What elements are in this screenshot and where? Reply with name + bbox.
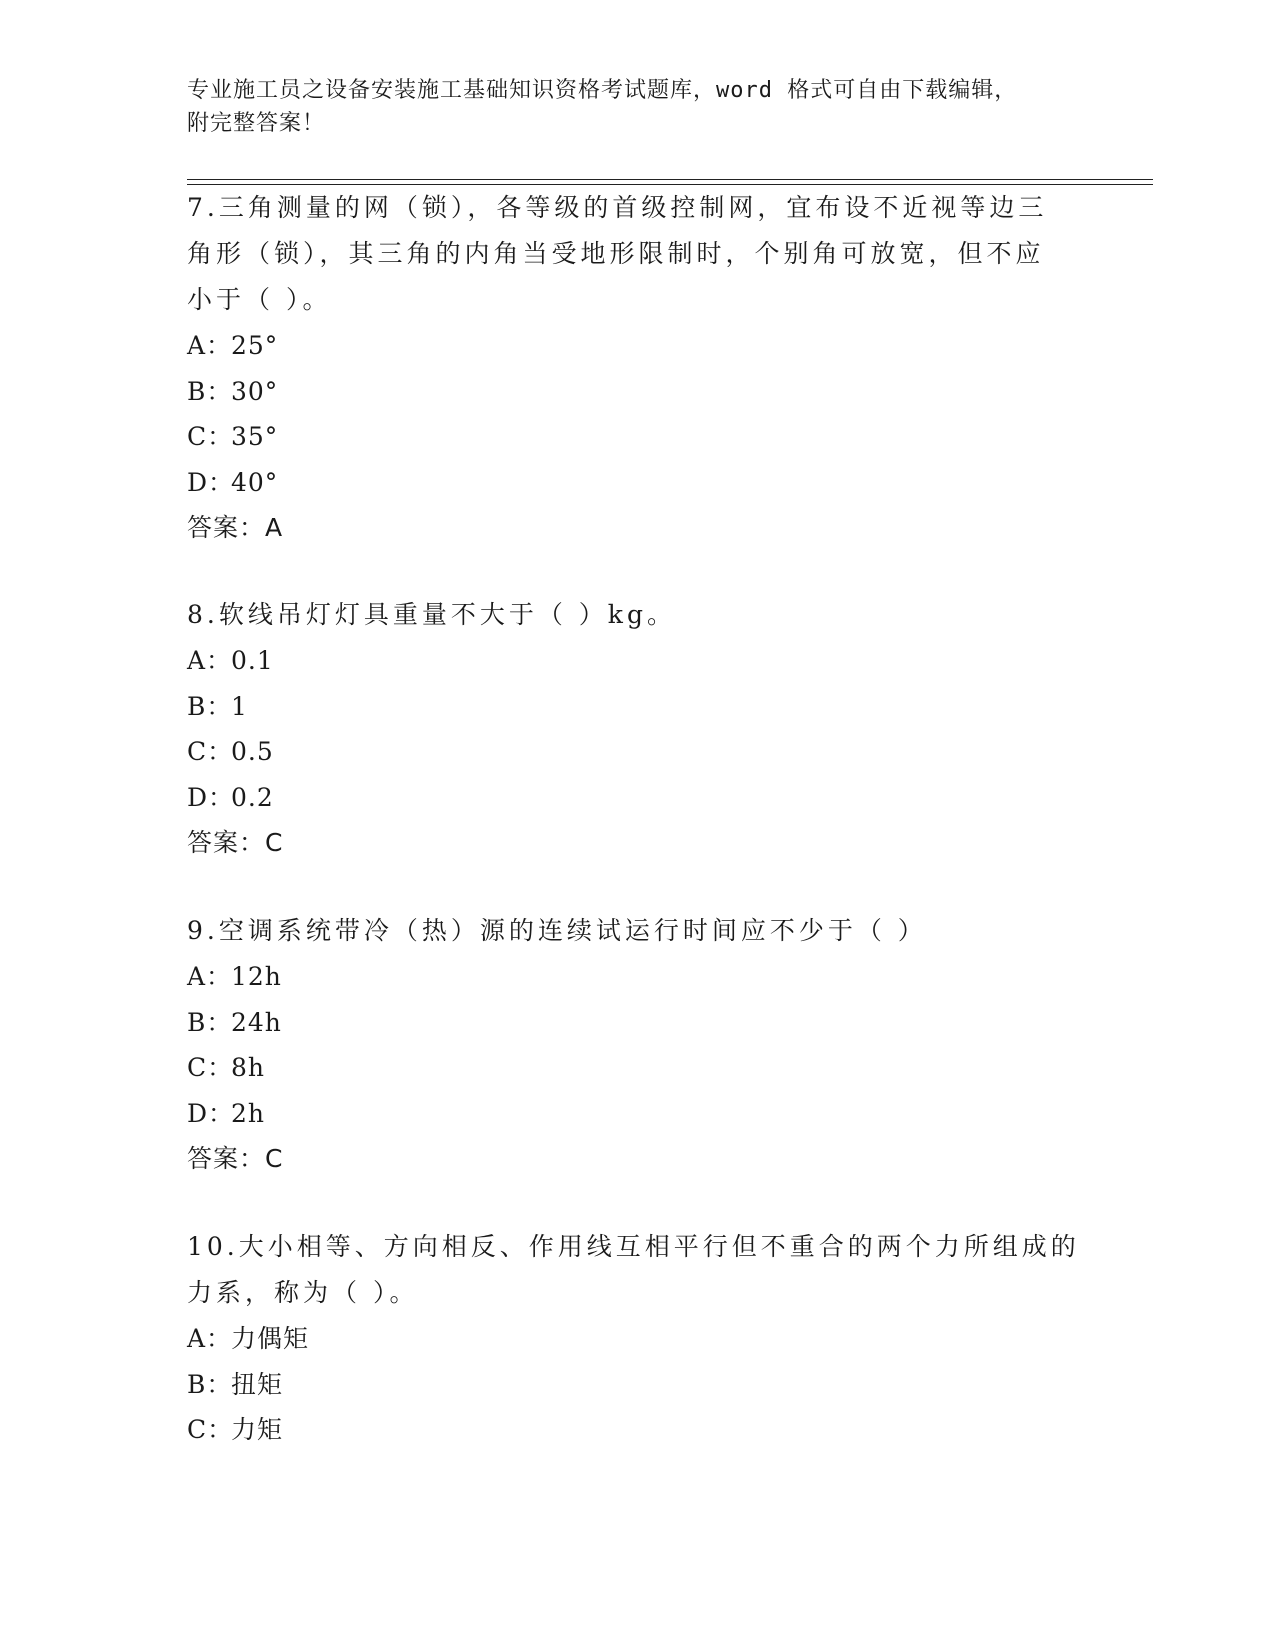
option-text: 0.1 [231,646,274,675]
question-stem-line: 8.软线吊灯灯具重量不大于（ ）kg。 [187,600,676,629]
option-a [187,954,1087,1000]
option-label: D： [187,1098,235,1128]
option-a [187,1316,1087,1362]
question-stem-line: 角形（锁），其三角的内角当受地形限制时，个别角可放宽，但不应 [187,239,1045,268]
option-text: 力矩 [231,1415,284,1444]
option-label: B： [187,376,233,406]
answer-line: 答案：A [187,513,284,542]
option-b [187,369,1087,415]
option-d [187,1091,1087,1137]
option-label: B： [187,1007,233,1037]
option-label: B： [187,691,233,721]
option-b [187,684,1087,730]
option-label: C： [187,1053,234,1082]
option-label: D： [187,467,235,497]
option-text: 12h [231,962,282,991]
header-divider-top [187,179,1153,180]
option-a [187,323,1087,369]
option-text: 35° [231,422,279,451]
option-b [187,1362,1087,1408]
answer-line: 答案：C [187,1144,284,1173]
option-a [187,638,1087,684]
option-b [187,1000,1087,1046]
option-label: A： [187,646,233,675]
option-text: 0.5 [231,737,274,766]
option-text: 24h [231,1007,282,1037]
question-stem-line: 9.空调系统带冷（热）源的连续试运行时间应不少于（ ） [187,916,927,945]
option-label: C： [187,422,234,451]
option-c [187,729,1087,775]
option-text: 30° [231,376,279,406]
question-stem-line: 小于（ ）。 [187,285,332,314]
option-label: C： [187,737,234,766]
option-label: B： [187,1369,233,1399]
question-stem-line: 10.大小相等、方向相反、作用线互相平行但不重合的两个力所组成的 [187,1232,1080,1261]
question-stem-line: 7.三角测量的网（锁），各等级的首级控制网，宜布设不近视等边三 [187,193,1048,222]
option-label: A： [187,1324,233,1353]
option-label: C： [187,1415,234,1444]
option-text: 8h [231,1053,266,1082]
option-text: 1 [231,691,248,721]
option-label: D： [187,782,235,812]
option-text: 25° [231,331,279,360]
option-d [187,775,1087,821]
header-line-2: 附完整答案！ [187,111,326,136]
option-c [187,1407,1087,1453]
option-d [187,460,1087,506]
header-line-1: 专业施工员之设备安装施工基础知识资格考试题库，word 格式可自由下载编辑， [187,78,1018,103]
option-text: 2h [231,1098,266,1128]
option-text: 0.2 [231,782,274,812]
document-header [187,74,1087,140]
question-7 [187,185,1087,551]
option-text: 扭矩 [231,1369,284,1399]
option-label: A： [187,962,233,991]
option-c [187,414,1087,460]
option-label: A： [187,331,233,360]
question-9 [187,908,1087,1182]
answer-line: 答案：C [187,828,284,857]
option-text: 力偶矩 [231,1324,310,1353]
question-8 [187,592,1087,866]
question-stem-line: 力系，称为（ ）。 [187,1278,419,1307]
option-text: 40° [231,467,279,497]
question-10 [187,1224,1087,1453]
option-c [187,1045,1087,1091]
